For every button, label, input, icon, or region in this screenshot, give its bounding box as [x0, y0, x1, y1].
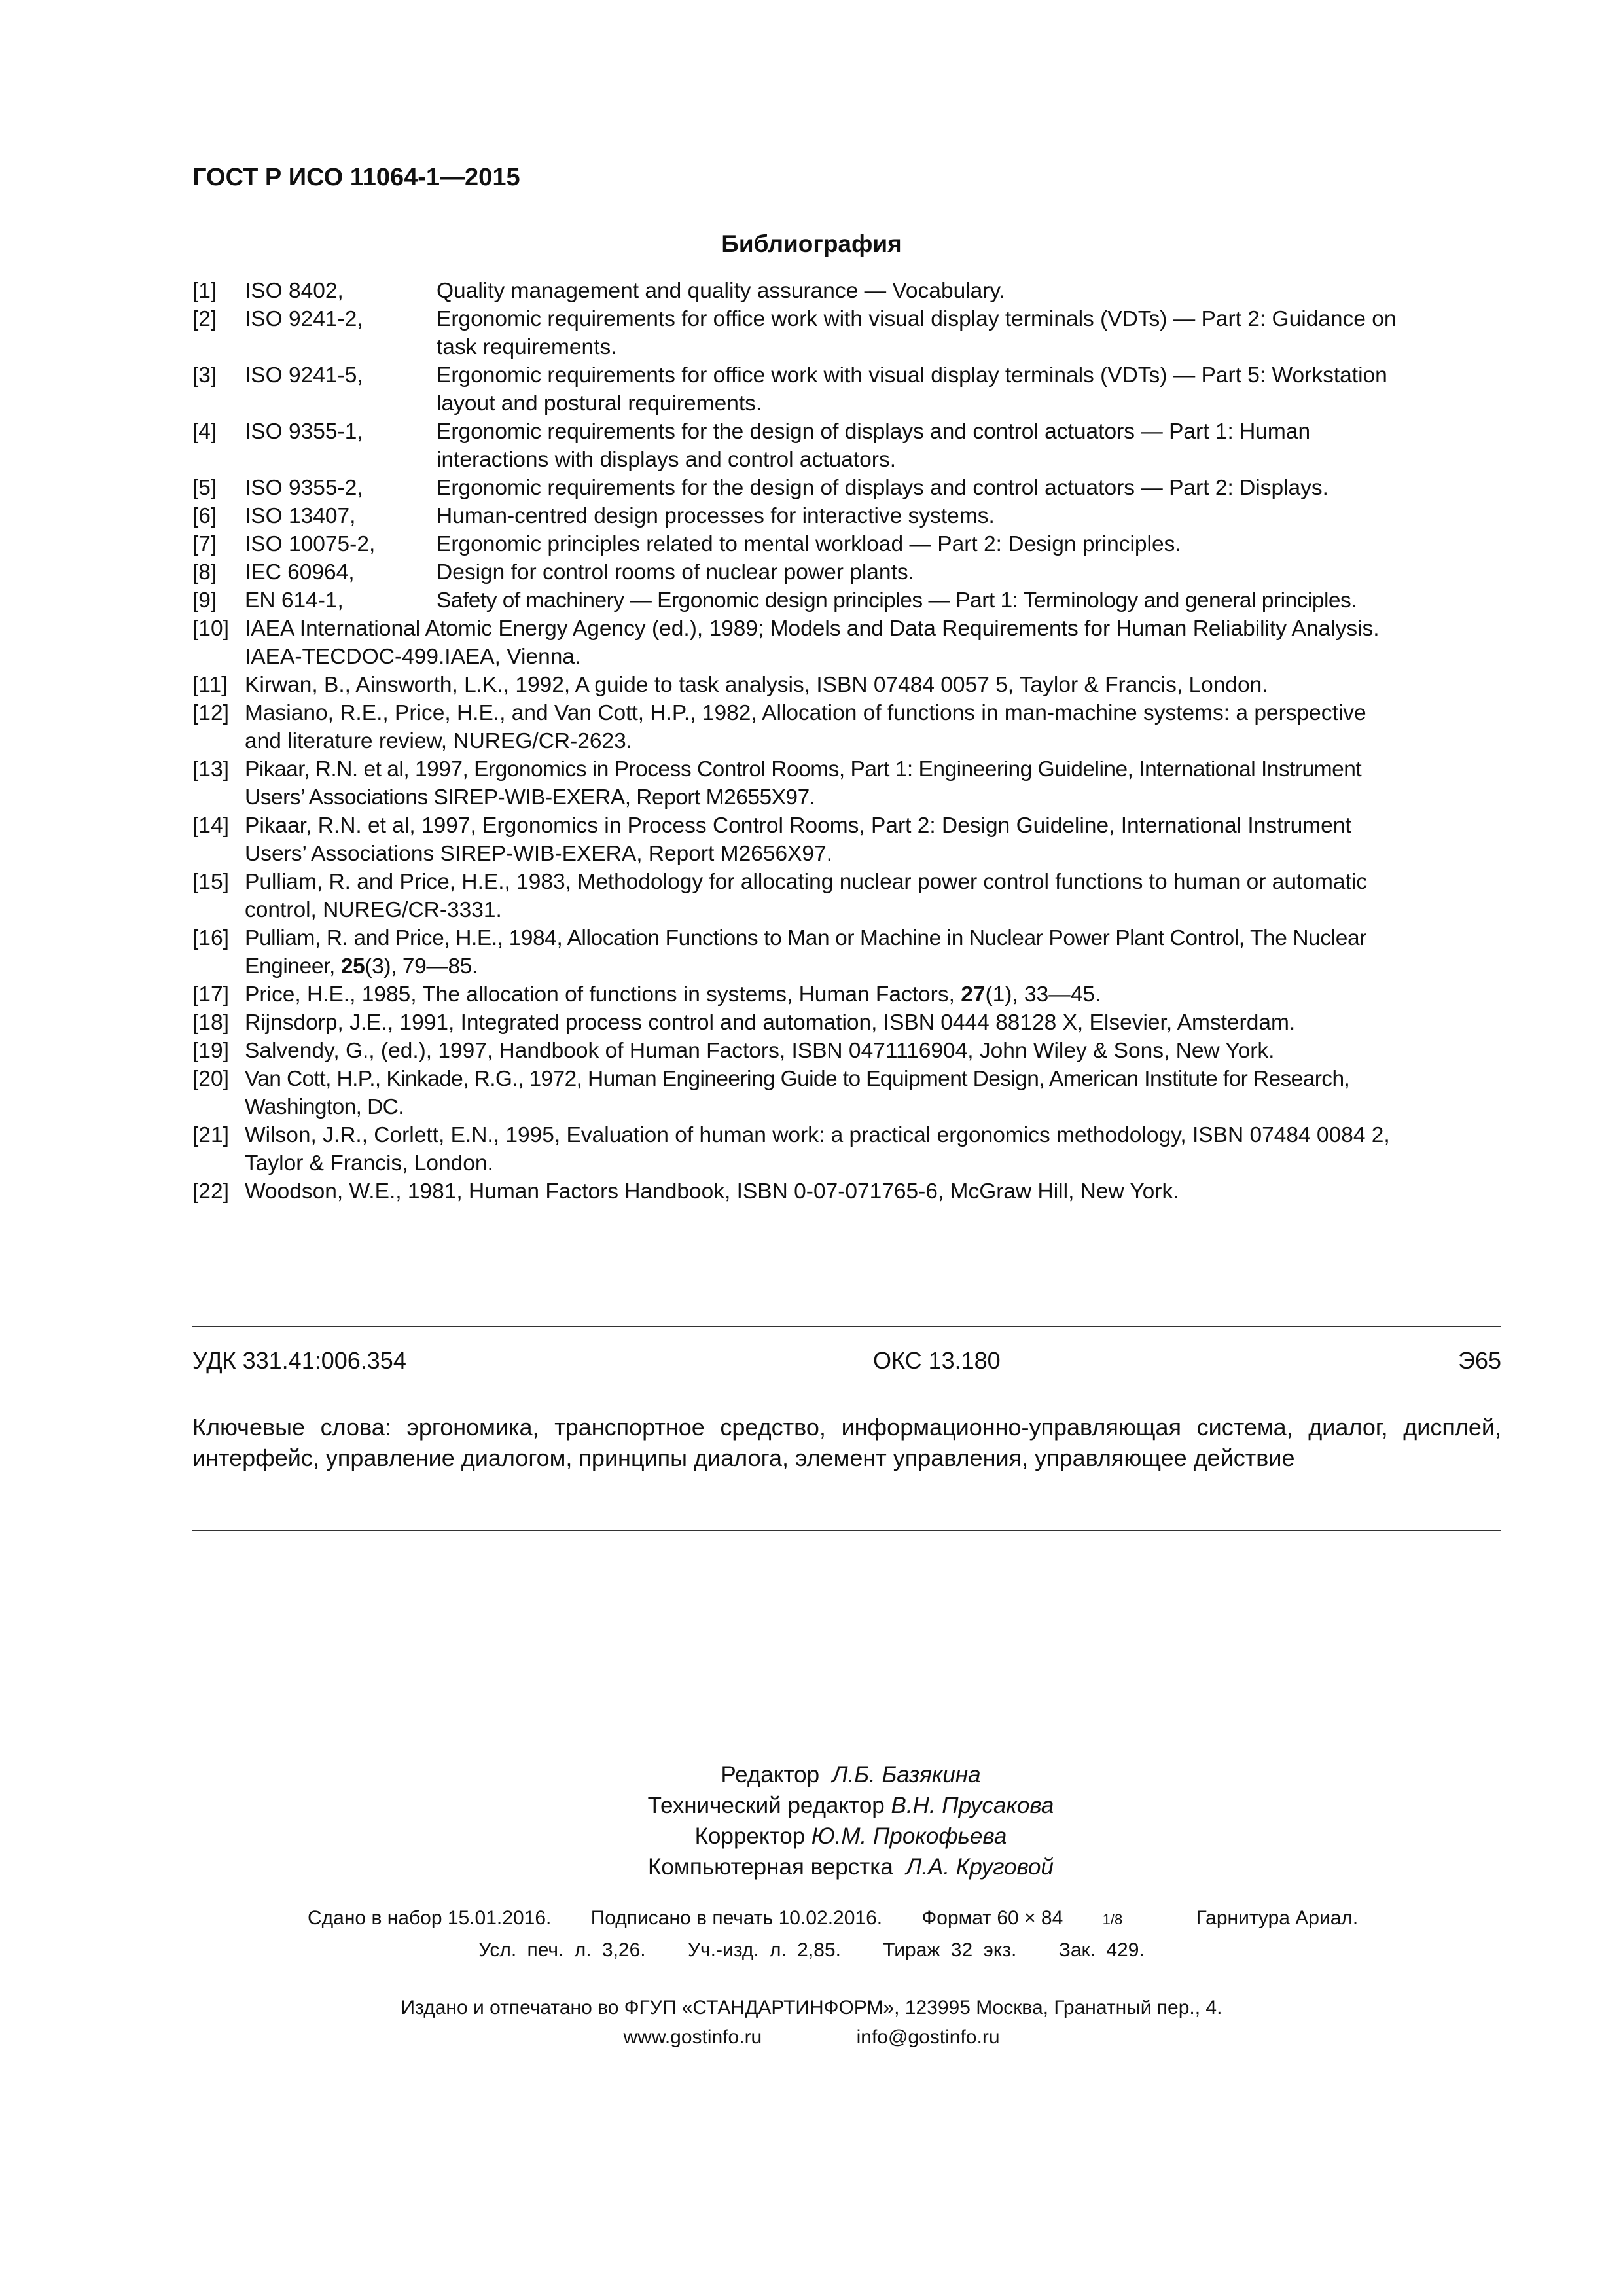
- bib-entry-line: IAEA International Atomic Energy Agency (ed.), 1989; Models and Data Requirements for Human Reliability Analysis.: [245, 617, 1380, 641]
- bib-entry-number: [3]: [192, 363, 217, 387]
- keywords: Ключевые слова: эргономика, транспортное средство, информационно-управляющая система, диалог, дисплей, интерфейс, управление диалогом, принципы диалога, элемент управления, управляющее действие: [192, 1414, 1501, 1471]
- bib-entry-number: [22]: [192, 1179, 229, 1204]
- bib-entry-standard: ISO 9355-2,: [245, 476, 363, 500]
- bib-entry: [192, 305, 1501, 361]
- bib-entry-line: Taylor & Francis, London.: [245, 1151, 493, 1175]
- bib-entry-text: [245, 1121, 1501, 1177]
- bib-entry-number: [5]: [192, 476, 217, 500]
- bib-entry-volume: 27: [961, 982, 986, 1007]
- bib-entry-number: [10]: [192, 617, 229, 641]
- bib-entry-number: [4]: [192, 420, 217, 444]
- bib-entry: [192, 868, 1501, 924]
- bib-entry: [192, 502, 1501, 530]
- bib-entry: [192, 361, 1501, 418]
- credit-name: Л.Б. Базякина: [832, 1762, 981, 1787]
- bib-entry-text: [245, 868, 1501, 924]
- bib-entry-text: Design for control rooms of nuclear power plants.: [437, 560, 914, 584]
- bib-entry-text: [245, 755, 1501, 812]
- bib-entry-line: task requirements.: [437, 335, 617, 359]
- separator-line: [192, 1326, 1501, 1327]
- bib-entry: [192, 755, 1501, 812]
- bib-entry: [192, 1037, 1501, 1065]
- credit-corrector: [524, 1821, 1178, 1852]
- bib-entry-text: [437, 418, 1501, 474]
- bib-entry: [192, 812, 1501, 868]
- bibliography-list: [192, 277, 1501, 1206]
- bib-entry-number: [14]: [192, 814, 229, 838]
- bib-entry-number: [21]: [192, 1123, 229, 1147]
- bib-entry-volume: 25: [340, 954, 365, 978]
- paper-format: [921, 1907, 1156, 1929]
- bib-entry-text: [245, 812, 1501, 868]
- credit-name: В.Н. Прусакова: [891, 1793, 1054, 1818]
- bib-entry: [192, 277, 1501, 305]
- bib-entry: [192, 530, 1501, 558]
- bib-entry-line: Wilson, J.R., Corlett, E.N., 1995, Evaluation of human work: a practical ergonomics methodology, ISBN 07484 0084 2,: [245, 1123, 1390, 1147]
- bib-entry-standard: IEC 60964,: [245, 560, 355, 584]
- bib-entry-number: [1]: [192, 279, 217, 303]
- bib-entry-text: Rijnsdorp, J.E., 1991, Integrated process control and automation, ISBN 0444 88128 X, Elsevier, Amsterdam.: [245, 1011, 1296, 1035]
- credit-layout: [524, 1852, 1178, 1882]
- website-link[interactable]: www.gostinfo.ru: [623, 2026, 762, 2048]
- bib-entry-line: Users’ Associations SIREP-WIB-EXERA, Report M2655X97.: [245, 785, 815, 810]
- bib-entry: [192, 558, 1501, 586]
- bib-entry-line: Pikaar, R.N. et al, 1997, Ergonomics in Process Control Rooms, Part 1: Engineering Guideline, International Instrument: [245, 757, 1362, 781]
- print-sheets: Усл. печ. л. 3,26.: [478, 1939, 646, 1961]
- publishing-sheets: Уч.-изд. л. 2,85.: [687, 1939, 841, 1961]
- print-info-row-1: [308, 1907, 1420, 1929]
- credit-name: Л.А. Круговой: [906, 1854, 1054, 1880]
- publisher-contacts: [0, 2026, 1623, 2049]
- bib-entry-text: [437, 305, 1501, 361]
- bib-entry-number: [18]: [192, 1011, 229, 1035]
- bib-entry: [192, 615, 1501, 671]
- print-info-row-2: [0, 1939, 1623, 1962]
- paper-format-label: Формат 60 × 84: [921, 1907, 1063, 1929]
- email-link[interactable]: info@gostinfo.ru: [856, 2026, 1000, 2048]
- bib-entry-line: Pulliam, R. and Price, H.E., 1984, Allocation Functions to Man or Machine in Nuclear Power Plant Control, The Nuclear: [245, 926, 1367, 950]
- print-run: Тираж 32 экз.: [883, 1939, 1017, 1961]
- bib-entry-standard: ISO 9241-5,: [245, 363, 363, 387]
- bib-entry-text: [245, 699, 1501, 755]
- bib-entry-number: [20]: [192, 1067, 229, 1091]
- bib-entry-text: Salvendy, G., (ed.), 1997, Handbook of Human Factors, ISBN 0471116904, John Wiley & Sons, New York.: [245, 1039, 1275, 1063]
- bib-entry-standard: EN 614-1,: [245, 588, 344, 613]
- bib-entry-text: Kirwan, B., Ainsworth, L.K., 1992, A guide to task analysis, ISBN 07484 0057 5, Taylor & Francis, London.: [245, 673, 1268, 697]
- bib-entry-line: IAEA-TECDOC-499.IAEA, Vienna.: [245, 645, 581, 669]
- bib-entry: [192, 1065, 1501, 1121]
- bib-entry-standard: ISO 9355-1,: [245, 420, 363, 444]
- credit-label: Корректор: [694, 1823, 806, 1849]
- bib-entry-line: Ergonomic requirements for office work with visual display terminals (VDTs) — Part 5: Workstation: [437, 363, 1387, 387]
- bib-entry-number: [17]: [192, 982, 229, 1007]
- signed-date: Подписано в печать 10.02.2016.: [590, 1907, 883, 1929]
- bib-entry-fragment: (3), 79—85.: [365, 954, 478, 978]
- bib-entry-fragment: Price, H.E., 1985, The allocation of functions in systems, Human Factors,: [245, 982, 961, 1007]
- bib-entry-text: Ergonomic requirements for the design of displays and control actuators — Part 2: Displays.: [437, 476, 1329, 500]
- bib-entry-line: interactions with displays and control actuators.: [437, 448, 896, 472]
- credit-label: Компьютерная верстка: [647, 1854, 893, 1880]
- credit-label: Технический редактор: [647, 1793, 885, 1818]
- bib-entry-number: [19]: [192, 1039, 229, 1063]
- document-code: ГОСТ Р ИСО 11064-1—2015: [192, 164, 520, 191]
- paper-format-fraction: 1/8: [1102, 1911, 1123, 1928]
- classifier-code: Э65: [1458, 1347, 1501, 1374]
- bib-entry-line: [245, 952, 1501, 980]
- oks-code: ОКС 13.180: [873, 1347, 1001, 1374]
- bib-entry-number: [6]: [192, 504, 217, 528]
- bib-entry-number: [13]: [192, 757, 229, 781]
- publisher-info: Издано и отпечатано во ФГУП «СТАНДАРТИНФОРМ», 123995 Москва, Гранатный пер., 4.: [401, 1997, 1222, 2018]
- bib-entry-number: [9]: [192, 588, 217, 613]
- credit-tech-editor: [524, 1790, 1178, 1821]
- bib-entry-number: [7]: [192, 532, 217, 556]
- bib-entry-line: Ergonomic requirements for the design of displays and control actuators — Part 1: Human: [437, 420, 1311, 444]
- bib-entry-line: Pulliam, R. and Price, H.E., 1983, Methodology for allocating nuclear power control functions to human or automatic: [245, 870, 1367, 894]
- bib-entry-standard: ISO 9241-2,: [245, 307, 363, 331]
- bib-entry-fragment: Engineer,: [245, 954, 341, 978]
- bib-entry-fragment: (1), 33—45.: [985, 982, 1101, 1007]
- bib-entry-line: Ergonomic requirements for office work with visual display terminals (VDTs) — Part 2: Guidance on: [437, 307, 1397, 331]
- bib-entry-line: layout and postural requirements.: [437, 391, 762, 416]
- bib-entry-text: Human-centred design processes for interactive systems.: [437, 504, 995, 528]
- credit-name: Ю.М. Прокофьева: [811, 1823, 1007, 1849]
- credits: [524, 1759, 1178, 1882]
- bib-entry-number: [12]: [192, 701, 229, 725]
- bib-entry-line: Masiano, R.E., Price, H.E., and Van Cott, H.P., 1982, Allocation of functions in man-machine systems: a perspective: [245, 701, 1366, 725]
- bib-entry: [192, 1177, 1501, 1206]
- bib-entry-text: [437, 361, 1501, 418]
- bib-entry-line: Van Cott, H.P., Kinkade, R.G., 1972, Human Engineering Guide to Equipment Design, American Institute for Research,: [245, 1067, 1350, 1091]
- bib-entry: [192, 586, 1501, 615]
- bib-entry-line: Washington, DC.: [245, 1095, 404, 1119]
- bib-entry-line: control, NUREG/CR-3331.: [245, 898, 502, 922]
- bib-entry-standard: ISO 13407,: [245, 504, 356, 528]
- bib-entry-text: [245, 615, 1501, 671]
- bib-entry-text: [245, 1065, 1501, 1121]
- bib-entry-line: and literature review, NUREG/CR-2623.: [245, 729, 633, 753]
- bib-entry-text: Woodson, W.E., 1981, Human Factors Handbook, ISBN 0-07-071765-6, McGraw Hill, New York.: [245, 1179, 1179, 1204]
- bib-entry-text: [245, 924, 1501, 980]
- bib-entry-standard: ISO 8402,: [245, 279, 344, 303]
- bib-entry-text: Safety of machinery — Ergonomic design principles — Part 1: Terminology and general principles.: [437, 588, 1357, 613]
- typeface: Гарнитура Ариал.: [1196, 1907, 1359, 1929]
- submitted-date: Сдано в набор 15.01.2016.: [308, 1907, 552, 1929]
- bib-entry: [192, 699, 1501, 755]
- bib-entry: [192, 924, 1501, 980]
- bib-entry: [192, 1121, 1501, 1177]
- bib-entry-line: Users’ Associations SIREP-WIB-EXERA, Report M2656X97.: [245, 842, 833, 866]
- bib-entry: [192, 980, 1501, 1009]
- bib-entry-number: [15]: [192, 870, 229, 894]
- credit-label: Редактор: [721, 1762, 820, 1787]
- bib-entry-number: [16]: [192, 926, 229, 950]
- bib-entry: [192, 671, 1501, 699]
- bib-entry-number: [11]: [192, 673, 228, 697]
- credit-editor: [524, 1759, 1178, 1790]
- bib-entry-standard: ISO 10075-2,: [245, 532, 376, 556]
- udk-code: УДК 331.41:006.354: [192, 1347, 406, 1374]
- order-number: Зак. 429.: [1058, 1939, 1145, 1961]
- bib-entry: [192, 474, 1501, 502]
- bib-entry: [192, 418, 1501, 474]
- bib-entry-text: Quality management and quality assurance — Vocabulary.: [437, 279, 1006, 303]
- bib-entry-line: Pikaar, R.N. et al, 1997, Ergonomics in Process Control Rooms, Part 2: Design Guideline, International Instrument: [245, 814, 1351, 838]
- bib-entry-number: [2]: [192, 307, 217, 331]
- bib-entry-text: [245, 980, 1501, 1009]
- bib-entry-text: Ergonomic principles related to mental workload — Part 2: Design principles.: [437, 532, 1181, 556]
- separator-line: [192, 1530, 1501, 1531]
- classification-codes: [192, 1347, 1501, 1374]
- bib-entry-number: [8]: [192, 560, 217, 584]
- bibliography-title: Библиография: [721, 230, 902, 257]
- bib-entry: [192, 1009, 1501, 1037]
